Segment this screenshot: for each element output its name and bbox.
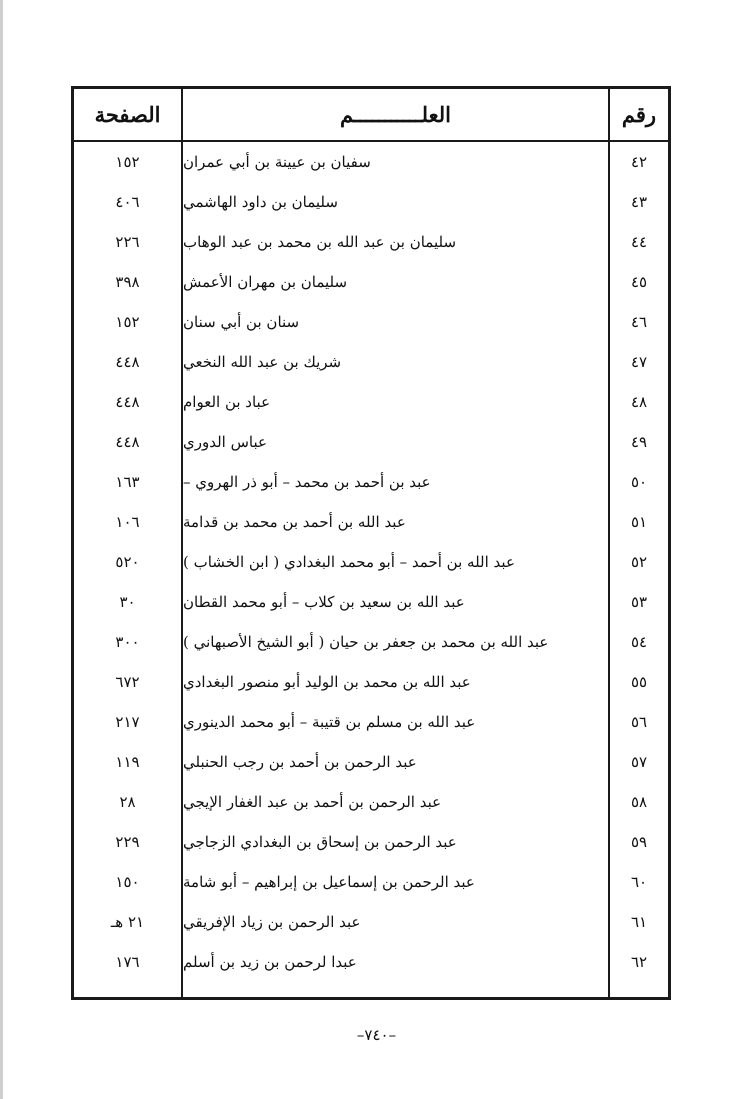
table-row <box>74 942 668 982</box>
header-number: رقم <box>621 102 657 127</box>
row-name: عبد الرحمن بن إسحاق بن البغدادي الزجاجي <box>183 833 457 851</box>
row-number: ٥٥ <box>630 673 648 691</box>
row-page: ٣٠٠ <box>115 633 140 651</box>
row-name: عباس الدوري <box>183 433 267 451</box>
row-name: عبد الله بن أحمد بن محمد بن قدامة <box>183 513 406 531</box>
table-row <box>74 462 668 502</box>
row-number: ٥٧ <box>630 753 648 771</box>
header-name: العلـــــــــــم <box>340 102 451 127</box>
row-name: عبد الرحمن بن أحمد بن عبد الغفار الإيجي <box>183 793 442 811</box>
row-page: ٤٠٦ <box>115 193 140 211</box>
row-page: ٥٢٠ <box>115 553 140 571</box>
row-name: عبد الله بن محمد بن الوليد أبو منصور البغدادي <box>183 673 471 691</box>
table-row <box>74 502 668 542</box>
row-name: عبد الله بن محمد بن جعفر بن حيان ( أبو الشيخ الأصبهاني ) <box>183 633 549 651</box>
table-row <box>74 822 668 862</box>
row-name: عباد بن العوام <box>183 393 271 411</box>
table-row <box>74 662 668 702</box>
row-page: ١٠٦ <box>115 513 140 531</box>
row-number: ٥٢ <box>630 553 648 571</box>
row-name: شريك بن عبد الله النخعي <box>183 353 342 371</box>
table-row <box>74 182 668 222</box>
row-name: عبد الرحمن بن إسماعيل بن إبراهيم – أبو شامة <box>183 873 475 891</box>
row-page: ٤٤٨ <box>115 353 140 371</box>
row-number: ٥٤ <box>630 633 648 651</box>
row-number: ٥٦ <box>630 713 648 731</box>
table-row <box>74 582 668 622</box>
row-page: ١٥٢ <box>115 153 140 171</box>
row-page: ١٥٠ <box>115 873 140 891</box>
row-number: ٥٣ <box>630 593 648 611</box>
row-page: ٢١٧ <box>115 713 140 731</box>
row-number: ٦١ <box>630 913 648 931</box>
row-number: ٦٠ <box>630 873 648 891</box>
table-row <box>74 902 668 942</box>
row-name: عبد الله بن سعيد بن كلاب – أبو محمد القطان <box>183 593 465 611</box>
row-page: ٤٤٨ <box>115 393 140 411</box>
table-row <box>74 262 668 302</box>
row-name: عبد الله بن مسلم بن قتيبة – أبو محمد الدينوري <box>183 713 476 731</box>
row-number: ٤٥ <box>630 273 648 291</box>
row-page: ٤٤٨ <box>115 433 140 451</box>
row-page: ٢٢٩ <box>115 833 140 851</box>
row-name: عبد الرحمن بن أحمد بن رجب الحنبلي <box>183 753 417 771</box>
row-page: ٢٢٦ <box>115 233 140 251</box>
scan-edge <box>0 0 3 1099</box>
row-page: ٢١ هـ <box>110 913 145 931</box>
row-number: ٤٤ <box>630 233 648 251</box>
row-page: ٦٧٢ <box>115 673 140 691</box>
row-page: ٣٠ <box>119 593 136 611</box>
row-name: سفيان بن عيينة بن أبي عمران <box>183 153 371 171</box>
table-row <box>74 222 668 262</box>
row-number: ٥١ <box>630 513 648 531</box>
table-row <box>74 862 668 902</box>
table-row <box>74 702 668 742</box>
row-name: سليمان بن داود الهاشمي <box>183 193 338 211</box>
row-page: ٣٩٨ <box>115 273 140 291</box>
row-name: سنان بن أبي سنان <box>183 313 300 331</box>
table-row <box>74 742 668 782</box>
row-name: سليمان بن مهران الأعمش <box>183 273 348 291</box>
table-row <box>74 142 668 182</box>
table-row <box>74 382 668 422</box>
row-name: سليمان بن عبد الله بن محمد بن عبد الوهاب <box>183 233 457 251</box>
row-page: ١٧٦ <box>115 953 140 971</box>
row-name: عبد الله بن أحمد – أبو محمد البغدادي ( ابن الخشاب ) <box>183 553 515 571</box>
row-number: ٤٢ <box>630 153 648 171</box>
row-number: ٤٩ <box>630 433 648 451</box>
row-name: عبد الرحمن بن زياد الإفريقي <box>183 913 361 931</box>
row-page: ١٥٢ <box>115 313 140 331</box>
row-number: ٥٩ <box>630 833 648 851</box>
row-name: عبدا لرحمن بن زيد بن أسلم <box>183 953 357 971</box>
row-page: ٢٨ <box>119 793 136 811</box>
table-row <box>74 422 668 462</box>
row-number: ٥٨ <box>630 793 648 811</box>
row-page: ١١٩ <box>115 753 140 771</box>
page-number: –٧٤٠– <box>356 1026 397 1044</box>
table-row <box>74 302 668 342</box>
row-number: ٦٢ <box>630 953 648 971</box>
table-row <box>74 782 668 822</box>
table-row <box>74 542 668 582</box>
row-number: ٤٨ <box>630 393 648 411</box>
row-number: ٤٦ <box>630 313 648 331</box>
table-row <box>74 342 668 382</box>
row-page: ١٦٣ <box>115 473 140 491</box>
header-page: الصفحة <box>94 102 161 127</box>
row-number: ٤٧ <box>630 353 648 371</box>
row-name: عبد بن أحمد بن محمد – أبو ذر الهروي – <box>183 473 431 491</box>
index-table <box>71 86 671 1000</box>
table-row <box>74 622 668 662</box>
row-number: ٤٣ <box>630 193 648 211</box>
row-number: ٥٠ <box>630 473 648 491</box>
